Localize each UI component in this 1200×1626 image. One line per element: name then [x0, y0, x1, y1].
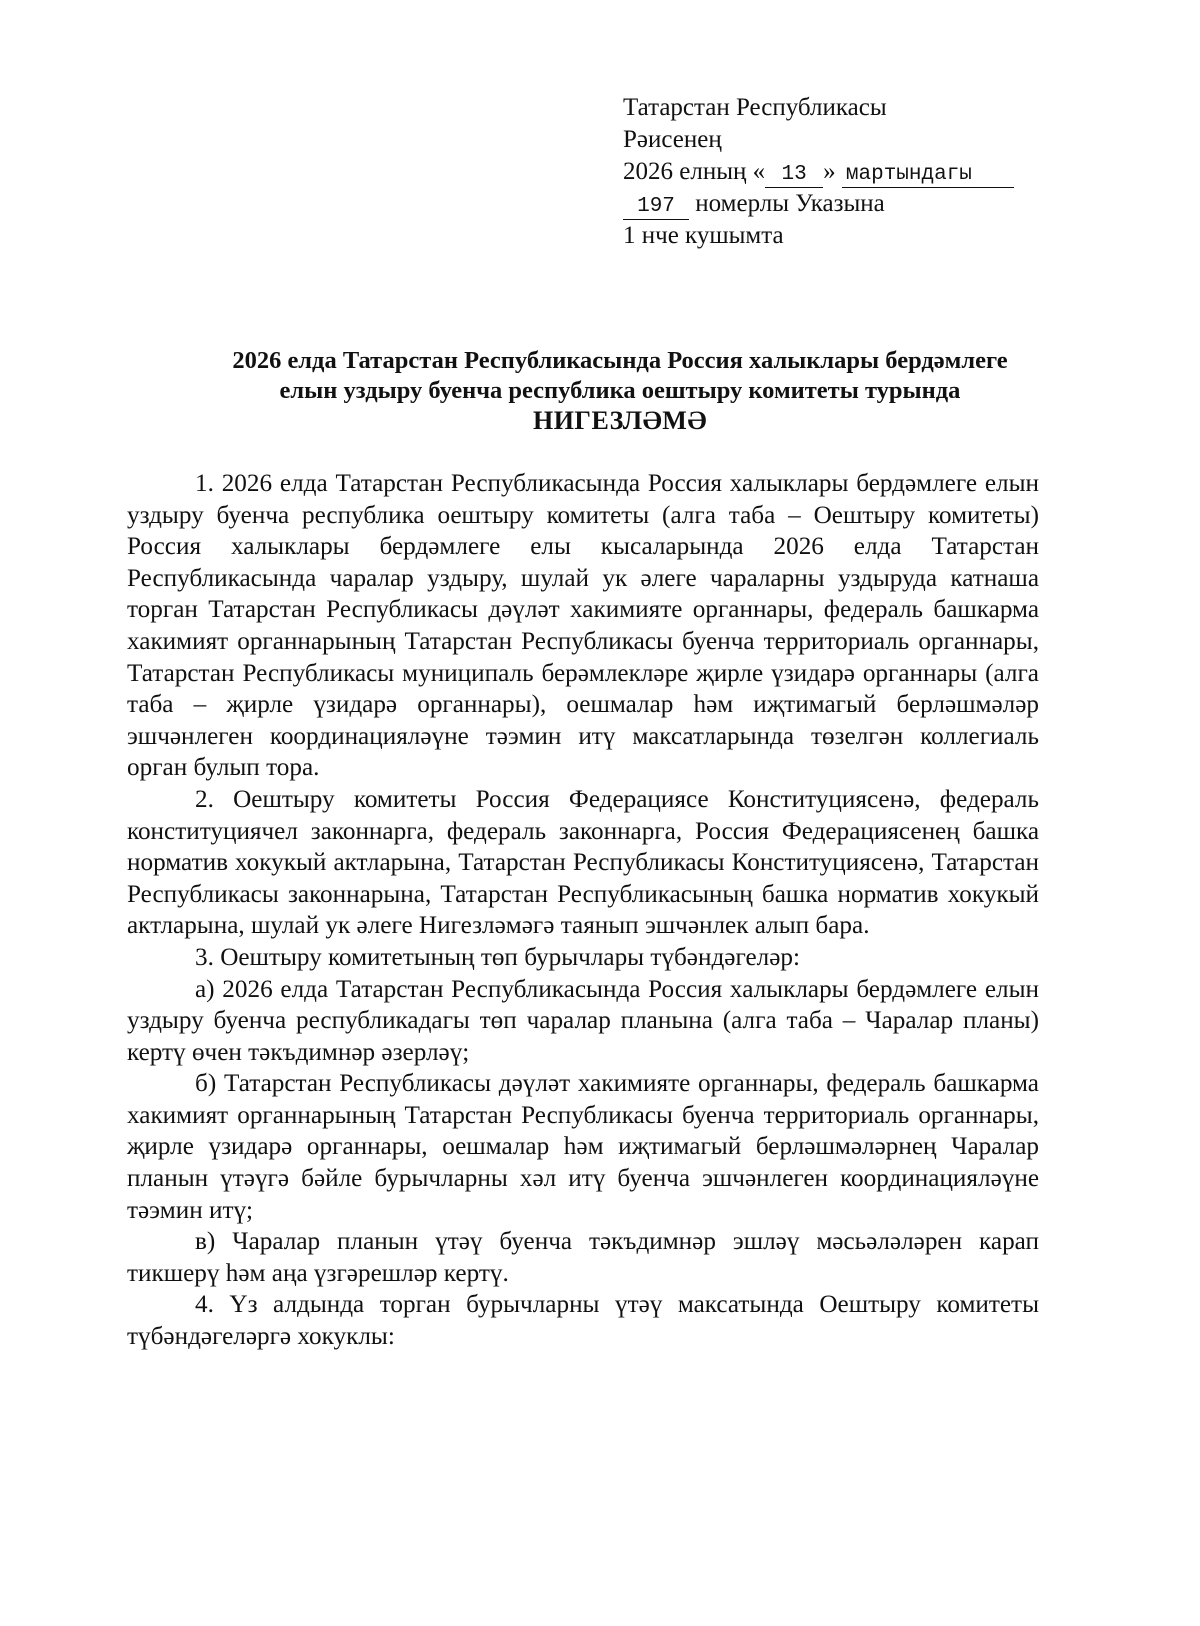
paragraph-2: 2. Оештыру комитеты Россия Федерациясе Конституциясенә, федераль конституциячел законнарга, федераль законнарга, Россия Федерациясенең башка норматив хокукый актларына, Татарстан Республикасы Конституциясенә, Татарстан Республикасы законнарына, Татарстан Республикасының башка норматив хокукый актларына, шулай ук әлеге Нигезләмәгә таянып эшчәнлек алып бара. — [127, 785, 1039, 940]
appendix-line-2: Рәисенең — [623, 126, 722, 153]
paragraph-3: 3. Оештыру комитетының төп бурычлары түбәндәгеләр: — [195, 943, 800, 971]
paragraph-4: 4. Үз алдында торган бурычларны үтәү максатында Оештыру комитеты түбәндәгеләргә хокуклы: — [127, 1291, 1039, 1351]
appendix-line-1: Татарстан Республикасы — [623, 94, 887, 121]
date-month-value: мартындагы — [842, 163, 1014, 188]
document-title — [120, 346, 1120, 436]
date-prefix: 2026 елның « — [623, 158, 766, 185]
appendix-number-line — [623, 188, 1014, 220]
title-line-2: елын уздыру буенча республика оештыру комитеты турында — [279, 377, 961, 404]
appendix-line-5: 1 нче кушымта — [623, 222, 784, 249]
paragraph-3a: а) 2026 елда Татарстан Республикасында Россия халыклары бердәмлеге елын уздыру буенча республикадагы төп чаралар планына (алга таба – Чаралар планы) кертү өчен тәкъдимнәр әзерләү; — [127, 975, 1039, 1066]
date-day-value: 13 — [765, 163, 823, 188]
appendix-date-line — [623, 156, 1014, 188]
date-mid: » — [823, 158, 836, 185]
decree-number-value: 197 — [623, 195, 689, 220]
paragraph-3c: в) Чаралар планын үтәү буенча тәкъдимнәр эшләү мәсьәләләрен карап тикшерү һәм аңа үзгәрешләр кертү. — [127, 1228, 1039, 1287]
paragraph-1: 1. 2026 елда Татарстан Республикасында Россия халыклары бердәмлеге елын уздыру буенча республика оештыру комитеты (алга таба – Оештыру комитеты) Россия халыклары бердәмлеге елы кысаларында 2026 елда Татарстан Республикасында чаралар уздыру, шулай ук әлеге чараларны уздыруда катнаша торган Татарстан Республикасы дәүләт хакимияте органнары, федераль башкарма хакимият органнарының Татарстан Республикасы буенча территориаль органнары, Татарстан Республикасы муниципаль берәмлекләре җирле үзидарә органнары (алга таба – җирле үзидарә органнары), оешмалар һәм иҗтимагый берләшмәләр эшчәнлеген координацияләүне тәэмин итү максатларында төзелгән коллегиаль орган булып тора. — [127, 470, 1039, 782]
number-suffix: номерлы Указына — [695, 190, 885, 217]
title-line-3: НИГЕЗЛӘМӘ — [532, 406, 708, 435]
paragraph-3b: б) Татарстан Республикасы дәүләт хакимияте органнары, федераль башкарма хакимият органнарының Татарстан Республикасы буенча территориаль органнары, җирле үзидарә органнары, оешмалар һәм иҗтимагый берләшмәләрнең Чаралар планын үтәүгә бәйле бурычларны хәл итү буенча эшчәнлеген координацияләүне тәэмин итү; — [127, 1070, 1039, 1224]
document-body — [127, 468, 1039, 1353]
title-line-1: 2026 елда Татарстан Республикасында Россия халыклары бердәмлеге — [232, 347, 1008, 374]
appendix-block — [623, 92, 1014, 252]
